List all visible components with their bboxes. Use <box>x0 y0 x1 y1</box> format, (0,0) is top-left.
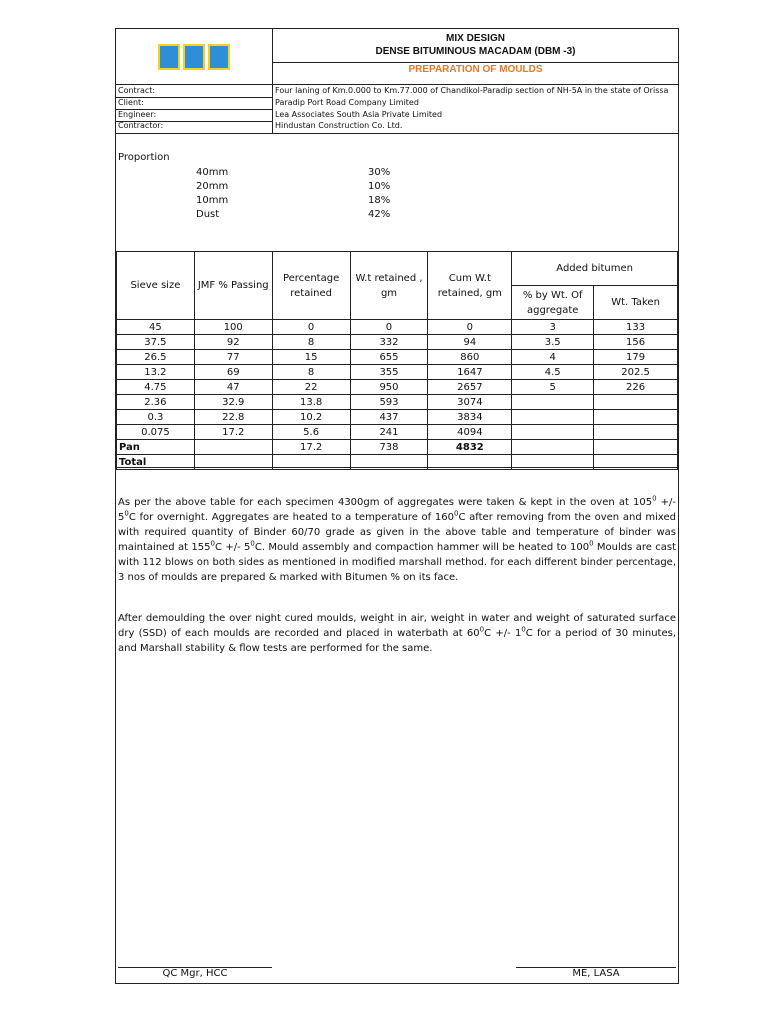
header-percentage-retained: Percentage retained <box>272 252 350 320</box>
table-cell: 77 <box>194 350 272 365</box>
header-pct-by-wt: % by Wt. Of aggregate <box>512 286 594 320</box>
total-label: Total <box>117 455 195 470</box>
degree-sup: 0 <box>454 509 459 518</box>
pan-taken <box>594 440 678 455</box>
proportion-item: Dust <box>196 209 220 220</box>
info-value-engineer: Lea Associates South Asia Private Limited <box>275 110 443 119</box>
table-cell: 133 <box>594 320 678 335</box>
para1-text-b: +/- 5 <box>118 497 676 523</box>
table-row <box>117 365 678 380</box>
para2-text-b: C +/- 1 <box>484 628 522 639</box>
table-row <box>117 410 678 425</box>
info-label-contract: Contract: <box>118 86 156 95</box>
table-cell: 10.2 <box>272 410 350 425</box>
table-cell: 13.2 <box>117 365 195 380</box>
table-cell: 100 <box>194 320 272 335</box>
table-cell: 4094 <box>428 425 512 440</box>
table-cell <box>512 395 594 410</box>
table-row <box>117 380 678 395</box>
header-sieve-size: Sieve size <box>117 252 195 320</box>
info-divider <box>272 84 273 133</box>
table-cell: 22.8 <box>194 410 272 425</box>
table-cell: 3074 <box>428 395 512 410</box>
document-frame <box>115 28 679 984</box>
title-dbm: DENSE BITUMINOUS MACADAM (DBM -3) <box>375 46 576 57</box>
pan-label: Pan <box>117 440 195 455</box>
table-cell <box>512 410 594 425</box>
title-mix-design: MIX DESIGN <box>446 33 505 44</box>
degree-sup: 0 <box>652 494 657 503</box>
degree-sup: 0 <box>250 539 255 548</box>
pan-bitumen <box>512 440 594 455</box>
table-row <box>117 425 678 440</box>
table-cell: 45 <box>117 320 195 335</box>
table-cell: 8 <box>272 365 350 380</box>
info-bottom-line <box>116 133 678 134</box>
table-cell: 950 <box>350 380 428 395</box>
table-cell: 15 <box>272 350 350 365</box>
table-cell: 5 <box>512 380 594 395</box>
header-title-area <box>273 29 678 84</box>
table-cell: 860 <box>428 350 512 365</box>
logo-letter-c2-icon <box>208 44 230 70</box>
table-cell <box>512 425 594 440</box>
table-cell: 94 <box>428 335 512 350</box>
table-cell: 37.5 <box>117 335 195 350</box>
table-cell: 17.2 <box>194 425 272 440</box>
table-cell: 4.75 <box>117 380 195 395</box>
table-cell: 226 <box>594 380 678 395</box>
table-cell: 92 <box>194 335 272 350</box>
table-cell: 3834 <box>428 410 512 425</box>
table-section-bottom-line <box>116 467 678 468</box>
table-cell: 593 <box>350 395 428 410</box>
degree-sup: 0 <box>479 625 485 634</box>
logo-letter-c-icon <box>183 44 205 70</box>
table-cell: 655 <box>350 350 428 365</box>
para1-text-e: C +/- 5 <box>214 542 251 553</box>
table-cell: 0 <box>272 320 350 335</box>
proportion-title: Proportion <box>118 152 170 163</box>
table-row <box>117 350 678 365</box>
degree-sup: 0 <box>124 509 129 518</box>
proportion-item: 10mm <box>196 195 229 206</box>
table-cell: 5.6 <box>272 425 350 440</box>
table-cell <box>594 425 678 440</box>
table-cell: 13.8 <box>272 395 350 410</box>
para2-text-a: After demoulding the over night cured moulds, weight in air, weight in water and weight of saturated surface dry (SSD) of each moulds are recorded and placed in waterbath at 60 <box>118 613 676 639</box>
table-cell: 0 <box>428 320 512 335</box>
table-row-pan <box>117 440 678 455</box>
table-cell <box>594 395 678 410</box>
pan-cum: 4832 <box>428 440 512 455</box>
header-wt-taken: Wt. Taken <box>594 286 678 320</box>
table-cell: 332 <box>350 335 428 350</box>
proportion-item: 20mm <box>196 181 229 192</box>
table-row <box>117 320 678 335</box>
signature-me-lasa: ME, LASA <box>516 967 676 979</box>
sieve-table <box>116 251 678 470</box>
degree-sup: 0 <box>589 539 594 548</box>
table-cell: 4 <box>512 350 594 365</box>
pan-pct: 17.2 <box>272 440 350 455</box>
para1-text-g: Moulds are cast with 112 blows on both sides as mentioned in modified marshall method. for each different binder percentage, 3 nos of moulds are prepared & marked with Bitumen % on its face. <box>118 542 676 583</box>
table-cell: 8 <box>272 335 350 350</box>
degree-sup: 0 <box>210 539 215 548</box>
table-cell: 4.5 <box>512 365 594 380</box>
table-cell: 179 <box>594 350 678 365</box>
title-preparation: PREPARATION OF MOULDS <box>408 64 543 75</box>
table-cell: 241 <box>350 425 428 440</box>
proportion-item: 40mm <box>196 167 229 178</box>
info-value-contractor: Hindustan Construction Co. Ltd. <box>275 121 403 130</box>
table-cell: 0.3 <box>117 410 195 425</box>
procedure-paragraph-2 <box>118 611 676 656</box>
para1-text-d: C after removing from the oven and mixed with required quantity of Binder 60/70 grade as given in the above table and temperature of binder was maintained at 155 <box>118 512 677 553</box>
table-cell: 3 <box>512 320 594 335</box>
signature-qc-mgr: QC Mgr, HCC <box>118 967 272 979</box>
para1-text-a: As per the above table for each specimen 4300gm of aggregates were taken & kept in the oven at 105 <box>118 497 653 508</box>
logo-blocks <box>158 44 230 70</box>
header-cum-wt-retained: Cum W.t retained, gm <box>428 252 512 320</box>
para1-text-c: C for overnight. Aggregates are heated to a temperature of 160 <box>128 512 454 523</box>
info-label-client: Client: <box>118 98 144 107</box>
table-cell: 156 <box>594 335 678 350</box>
header-jmf-passing: JMF % Passing <box>194 252 272 320</box>
sieve-table-body <box>117 320 678 440</box>
table-cell: 69 <box>194 365 272 380</box>
info-label-contractor: Contractor: <box>118 121 164 130</box>
table-cell: 1647 <box>428 365 512 380</box>
table-cell: 2.36 <box>117 395 195 410</box>
info-label-engineer: Engineer: <box>118 110 157 119</box>
info-value-contract: Four laning of Km.0.000 to Km.77.000 of Chandikol-Paradip section of NH-5A in the state of Orissa <box>275 86 669 95</box>
table-cell: 26.5 <box>117 350 195 365</box>
table-cell <box>594 410 678 425</box>
table-cell: 355 <box>350 365 428 380</box>
procedure-paragraph-1 <box>118 495 676 585</box>
proportion-value: 10% <box>368 181 391 192</box>
table-cell: 0.075 <box>117 425 195 440</box>
table-cell: 32.9 <box>194 395 272 410</box>
pan-wt: 738 <box>350 440 428 455</box>
table-cell: 2657 <box>428 380 512 395</box>
logo-letter-h-icon <box>158 44 180 70</box>
para2-text-c: C for a period of 30 minutes, and Marshall stability & flow tests are performed for the same. <box>118 628 677 654</box>
header-wt-retained: W.t retained , gm <box>350 252 428 320</box>
pan-jmf <box>194 440 272 455</box>
table-cell: 22 <box>272 380 350 395</box>
table-cell: 437 <box>350 410 428 425</box>
degree-sup: 0 <box>521 625 526 634</box>
proportion-value: 18% <box>368 195 391 206</box>
table-row <box>117 395 678 410</box>
table-cell: 0 <box>350 320 428 335</box>
table-cell: 202.5 <box>594 365 678 380</box>
header-added-bitumen: Added bitumen <box>512 252 678 286</box>
proportion-value: 42% <box>368 209 391 220</box>
info-value-client: Paradip Port Road Company Limited <box>275 98 419 107</box>
para1-text-f: C. Mould assembly and compaction hammer will be heated to 100 <box>254 542 590 553</box>
table-cell: 3.5 <box>512 335 594 350</box>
hcc-logo <box>116 29 272 84</box>
table-cell: 47 <box>194 380 272 395</box>
proportion-value: 30% <box>368 167 391 178</box>
table-row <box>117 335 678 350</box>
